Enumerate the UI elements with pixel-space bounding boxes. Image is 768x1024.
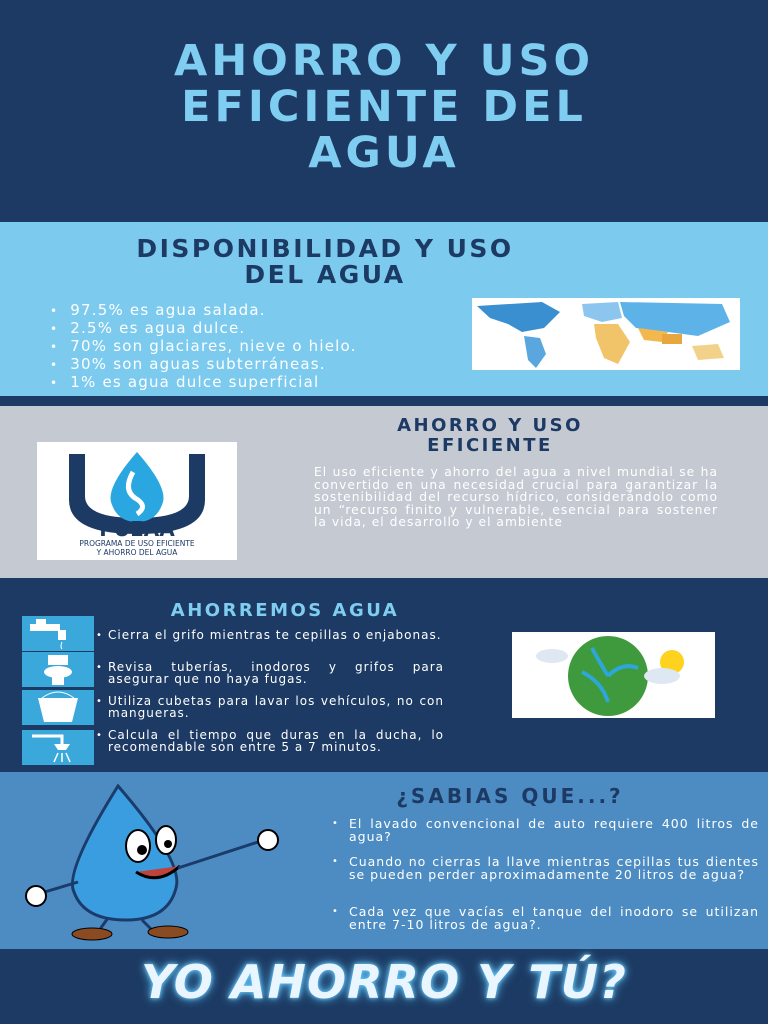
green-earth-illustration	[512, 632, 715, 718]
list-item: • 2.5% es agua dulce.	[50, 320, 357, 338]
pueaa-logo	[37, 442, 237, 560]
footer-slogan: YO AHORRO Y TÚ?	[141, 955, 627, 1009]
ahorro-text: El uso eficiente y ahorro del agua a nivel mundial se ha convertido en una necesidad crucial para garantizar la sostenibilidad del recurso hídrico, considerándolo como un “recurso finito y vulnerable, esencial para sostener la vida, el desarrollo y el ambiente	[314, 465, 718, 529]
shower-icon	[22, 730, 94, 765]
fact-item: • Cada vez que vacías el tanque del inodoro se utilizan entre 7-10 litros de agua?.	[349, 906, 759, 931]
list-item: • 30% son aguas subterráneas.	[50, 356, 357, 374]
world-water-map	[472, 298, 740, 370]
ahorremos-heading: AHORREMOS AGUA	[170, 600, 400, 621]
toilet-icon	[22, 652, 94, 687]
disponibilidad-section	[0, 222, 768, 396]
list-item: • 70% son glaciares, nieve o hielo.	[50, 338, 357, 356]
fact-item: • Cuando no cierras la llave mientras cepillas tus dientes se pueden perder aproximadamente 20 litros de agua?	[349, 856, 759, 881]
ahorro-heading: AHORRO Y USO EFICIENTE	[397, 415, 583, 456]
svg-text:PROGRAMA DE USO EFICIENTE: PROGRAMA DE USO EFICIENTE	[79, 539, 195, 548]
svg-text:PUEAA: PUEAA	[99, 517, 175, 541]
disponibilidad-heading: DISPONIBILIDAD Y USO DEL AGUA	[136, 234, 514, 289]
footer-section	[0, 949, 768, 1024]
water-drop-mascot	[18, 782, 298, 942]
svg-text:Y AHORRO DEL AGUA: Y AHORRO DEL AGUA	[96, 548, 178, 557]
tip-item: • Utiliza cubetas para lavar los vehículos, no con mangueras.	[108, 696, 444, 719]
tip-item: • Revisa tuberías, inodoros y grifos para asegurar que no haya fugas.	[108, 662, 444, 685]
sabias-section	[0, 772, 768, 949]
ahorremos-section	[0, 580, 768, 772]
list-item: • 1% es agua dulce superficial	[50, 374, 357, 392]
sabias-heading: ¿SABIAS QUE...?	[396, 784, 624, 808]
list-item: • 97.5% es agua salada.	[50, 302, 357, 320]
bucket-icon	[22, 690, 94, 725]
disponibilidad-list	[50, 302, 357, 392]
fact-item: • El lavado convencional de auto requiere 400 litros de agua?	[349, 818, 759, 843]
faucet-icon	[22, 616, 94, 651]
tip-item: • Cierra el grifo mientras te cepillas o enjabonas.	[108, 630, 444, 642]
tip-item: • Calcula el tiempo que duras en la ducha, lo recomendable son entre 5 a 7 minutos.	[108, 730, 444, 753]
page-title: AHORRO Y USO EFICIENTE DEL AGUA	[173, 36, 595, 178]
title-section	[0, 0, 768, 222]
ahorro-section	[0, 406, 768, 578]
